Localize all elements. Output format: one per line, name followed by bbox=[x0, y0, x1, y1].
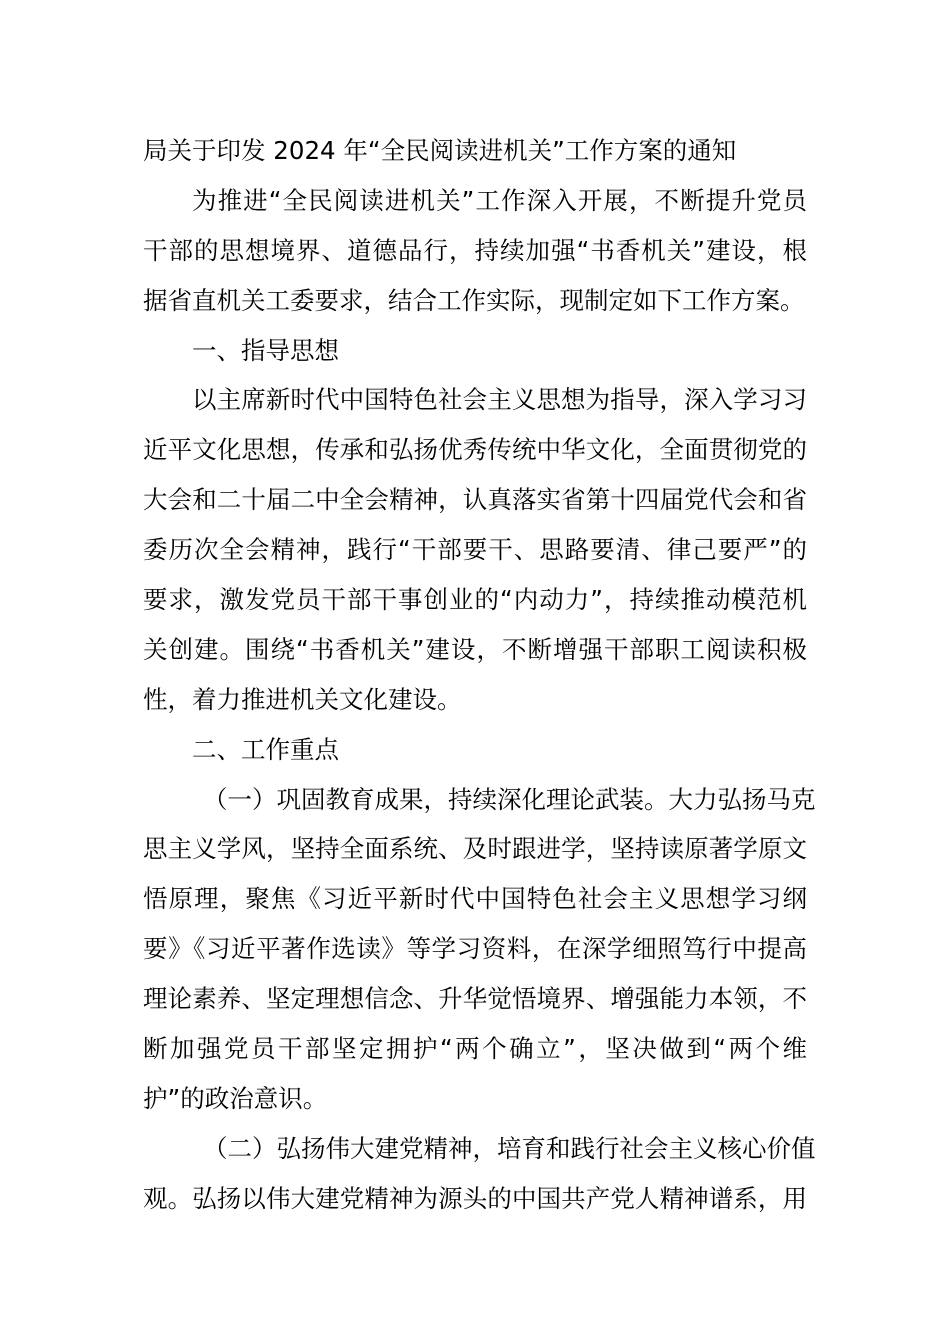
section1-line-3: 大会和二十届二中全会精神，认真落实省第十四届党代会和省 bbox=[143, 485, 807, 515]
intro-line-1: 为推进“全民阅读进机关”工作深入开展，不断提升党员 bbox=[192, 185, 807, 215]
item1-line-7: 护”的政治意识。 bbox=[143, 1083, 328, 1113]
notice-title-line: 局关于印发 2024 年“全民阅读进机关”工作方案的通知 bbox=[143, 136, 737, 165]
document-body bbox=[143, 126, 816, 1224]
item1-line-2: 思主义学风，坚持全面系统、及时跟进学，坚持读原著学原文 bbox=[143, 834, 807, 864]
item1-line-6: 断加强党员干部坚定拥护“两个确立”，坚决做到“两个维 bbox=[143, 1034, 807, 1064]
item1-line-4: 要》《习近平著作选读》等学习资料，在深学细照笃行中提高 bbox=[143, 934, 807, 964]
item2-line-1: （二）弘扬伟大建党精神，培育和践行社会主义核心价值 bbox=[203, 1133, 816, 1163]
section1-line-2: 近平文化思想，传承和弘扬优秀传统中华文化，全面贯彻党的 bbox=[143, 435, 807, 465]
section-heading-guiding-ideology: 一、指导思想 bbox=[192, 335, 339, 365]
section1-line-7: 性，着力推进机关文化建设。 bbox=[143, 684, 462, 714]
intro-line-2: 干部的思想境界、道德品行，持续加强“书香机关”建设，根 bbox=[143, 235, 807, 265]
section1-line-5: 要求，激发党员干部干事创业的“内动力”，持续推动模范机 bbox=[143, 585, 807, 615]
section1-line-4: 委历次全会精神，践行“干部要干、思路要清、律己要严”的 bbox=[143, 535, 807, 565]
item1-line-3: 悟原理，聚焦《习近平新时代中国特色社会主义思想学习纲 bbox=[143, 884, 807, 914]
section1-line-6: 关创建。围绕“书香机关”建设，不断增强干部职工阅读积极 bbox=[143, 634, 807, 664]
item1-line-1: （一）巩固教育成果，持续深化理论武装。大力弘扬马克 bbox=[203, 784, 816, 814]
item1-line-5: 理论素养、坚定理想信念、升华觉悟境界、增强能力本领，不 bbox=[143, 984, 807, 1014]
intro-line-3: 据省直机关工委要求，结合工作实际，现制定如下工作方案。 bbox=[143, 285, 805, 315]
section-heading-work-focus: 二、工作重点 bbox=[192, 734, 339, 764]
section1-line-1: 以主席新时代中国特色社会主义思想为指导，深入学习习 bbox=[192, 385, 807, 415]
item2-line-2: 观。弘扬以伟大建党精神为源头的中国共产党人精神谱系，用 bbox=[143, 1183, 807, 1213]
